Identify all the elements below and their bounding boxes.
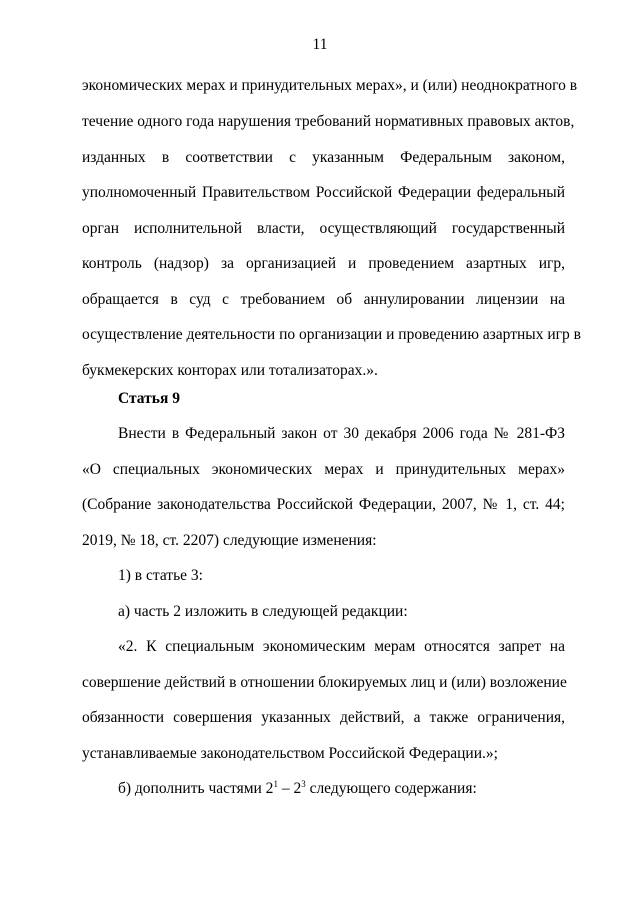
text-line: 2019, № 18, ст. 2207) следующие изменения:	[82, 532, 377, 549]
list-item-text: – 2	[277, 780, 302, 797]
text-line: «О специальных экономических мерах и принудительных мерах»	[82, 461, 565, 478]
text-line: Внести в Федеральный закон от 30 декабря 2006 года № 281-ФЗ	[118, 425, 565, 442]
list-item: 1) в статье 3:	[118, 567, 203, 584]
text-line: контроль (надзор) за организацией и проведением азартных игр,	[82, 255, 565, 272]
superscript: 3	[301, 779, 306, 789]
list-item-text: б) дополнить частями 2	[118, 780, 274, 797]
text-line: уполномоченный Правительством Российской Федерации федеральный	[82, 184, 565, 201]
text-line: течение одного года нарушения требований нормативных правовых актов,	[82, 113, 575, 130]
list-item	[118, 779, 565, 799]
list-item-text: следующего содержания:	[305, 780, 477, 797]
text-line: совершение действий в отношении блокируемых лиц и (или) возложение	[82, 674, 567, 691]
superscript: 1	[273, 779, 278, 789]
text-line: (Собрание законодательства Российской Федерации, 2007, № 1, ст. 44;	[82, 496, 565, 513]
list-item: а) часть 2 изложить в следующей редакции:	[118, 603, 408, 620]
text-line: орган исполнительной власти, осуществляющий государственный	[82, 220, 565, 237]
article-heading: Статья 9	[118, 390, 180, 407]
text-line: экономических мерах и принудительных мерах», и (или) неоднократного в	[82, 77, 578, 94]
text-line: обязанности совершения указанных действий, а также ограничения,	[82, 709, 565, 726]
text-line: обращается в суд с требованием об аннулировании лицензии на	[82, 291, 565, 308]
text-line: «2. К специальным экономическим мерам относятся запрет на	[118, 638, 565, 655]
text-line: устанавливаемые законодательством Российской Федерации.»;	[82, 745, 498, 762]
page-number: 11	[312, 36, 328, 53]
text-line: изданных в соответствии с указанным Федеральным законом,	[82, 149, 565, 166]
text-line: букмекерских конторах или тотализаторах.».	[82, 362, 378, 379]
text-line: осуществление деятельности по организации и проведению азартных игр в	[82, 326, 581, 343]
